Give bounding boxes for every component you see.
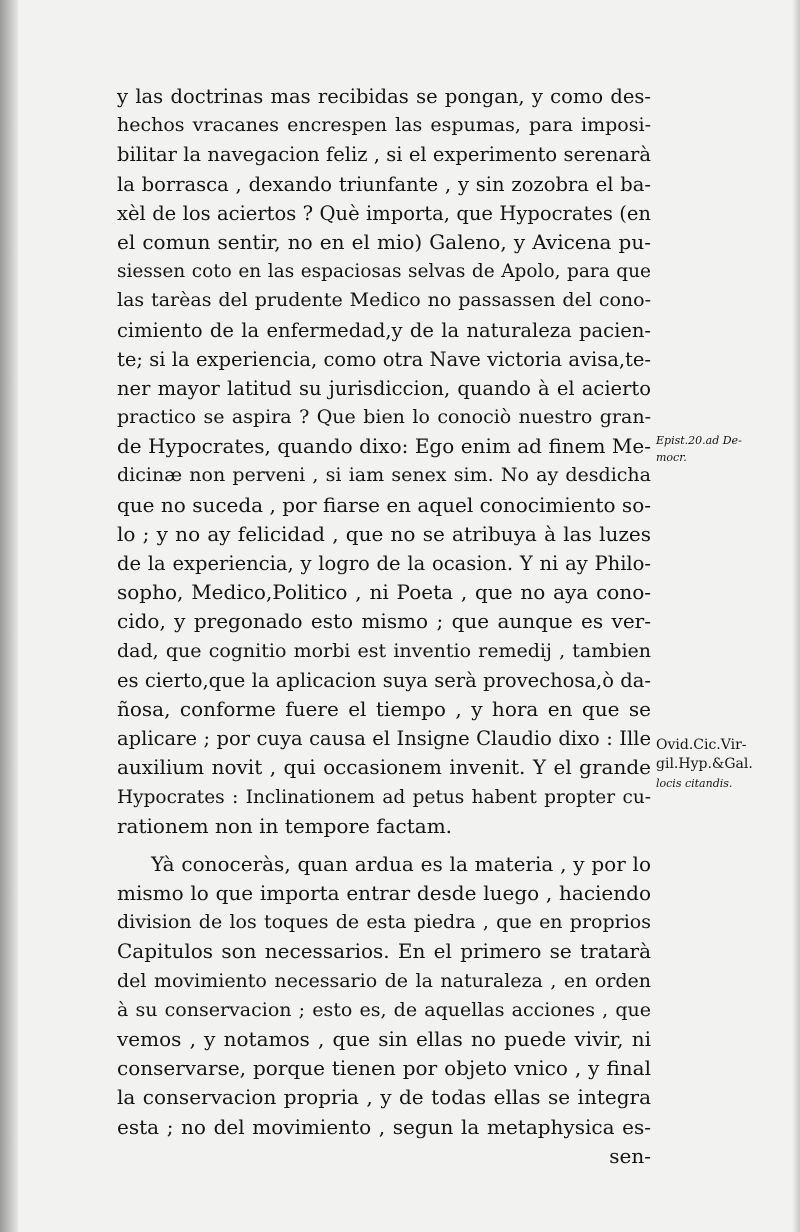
text-line: de Hypocrates, quando dixo: Ego enim ad finem Me-: [117, 434, 651, 459]
text-line: te; si la experiencia, como otra Nave victoria avisa,te-: [117, 347, 651, 371]
text-line: lo ; y no ay felicidad , que no se atribuya à las luzes: [117, 521, 651, 546]
text-line: de la experiencia, y logro de la ocasion. Y ni ay Philo-: [117, 552, 651, 575]
main-text-block: [117, 82, 651, 1171]
text-line: las tarèas del prudente Medico no passassen del cono-: [117, 289, 651, 312]
text-line: division de los toques de esta piedra , que en proprios: [117, 911, 651, 934]
text-line: Hypocrates : Inclinationem ad petus habent propter cu-: [117, 786, 651, 808]
page-edge-shadow: [792, 0, 800, 1232]
text-line: dicinæ non perveni , si iam senex sim. No ay desdicha: [117, 464, 651, 487]
margin-note-ovid: [656, 736, 796, 793]
text-line: es cierto,que la aplicacion suya serà provechosa,ò da-: [117, 668, 651, 692]
text-line: la conservacion propria , y de todas ellas se integra: [117, 1085, 651, 1110]
text-line: auxilium novit , qui occasionem invenit. Y el grande: [117, 755, 651, 780]
text-line: la borrasca , dexando triunfante , y sin zozobra el ba-: [117, 172, 651, 196]
text-line: practico se aspira ? Que bien lo conociò nuestro gran-: [117, 406, 651, 429]
margin-note-epist: [656, 432, 796, 466]
text-line: vemos , y notamos , que sin ellas no puede vivir, ni: [117, 1027, 651, 1051]
text-line: el comun sentir, no en el mio) Galeno, y Avicena pu-: [117, 229, 651, 254]
margin-note-line: Epist.20.ad De-: [656, 434, 742, 447]
margin-note-line: mocr.: [656, 451, 687, 464]
text-line: cimiento de la enfermedad,y de la naturaleza pacien-: [117, 318, 651, 342]
text-line: cido, y pregonado esto mismo ; que aunque es ver-: [117, 609, 651, 634]
catchword: sen-: [609, 1143, 651, 1168]
text-line: bilitar la navegacion feliz , si el experimento serenarà: [117, 143, 651, 167]
page-gutter-shadow: [0, 0, 18, 1232]
text-line: à su conservacion ; esto es, de aquellas acciones , que: [117, 998, 651, 1021]
text-line: conservarse, porque tienen por objeto vnico , y final: [117, 1056, 651, 1081]
paragraph-gap: [117, 841, 651, 850]
text-line: xèl de los aciertos ? Què importa, que Hypocrates (en: [117, 201, 651, 225]
text-line: ner mayor latitud su jurisdiccion, quando à el acierto: [117, 376, 651, 400]
text-line: y las doctrinas mas recibidas se pongan, y como des-: [117, 85, 651, 108]
text-line: que no suceda , por fiarse en aquel conocimiento so-: [117, 492, 651, 517]
text-line: sopho, Medico,Politico , ni Poeta , que no aya cono-: [117, 580, 651, 605]
text-line: Yà conoceràs, quan ardua es la materia , y por lo: [151, 851, 651, 876]
text-line: del movimiento necessario de la naturaleza , en orden: [117, 969, 651, 992]
text-line: rationem non in tempore factam.: [117, 813, 453, 838]
text-line: siessen coto en las espaciosas selvas de Apolo, para que: [117, 261, 651, 283]
text-line: aplicare ; por cuya causa el Insigne Claudio dixo : Ille: [117, 727, 651, 751]
text-line: hechos vracanes encrespen las espumas, para imposi-: [117, 114, 651, 137]
text-line: dad, que cognitio morbi est inventio remedij , tambien: [117, 639, 651, 662]
text-line: mismo lo que importa entrar desde luego , haciendo: [117, 881, 651, 906]
margin-note-line: locis citandis.: [656, 777, 733, 790]
margin-note-line: Ovid.Cic.Vir-: [656, 737, 747, 753]
text-line: Capitulos son necessarios. En el primero se tratarà: [117, 939, 651, 964]
margin-note-line: gil.Hyp.&Gal.: [656, 756, 753, 772]
text-line: ñosa, conforme fuere el tiempo , y hora en que se: [117, 696, 651, 721]
text-line: esta ; no del movimiento , segun la metaphysica es-: [117, 1114, 651, 1139]
